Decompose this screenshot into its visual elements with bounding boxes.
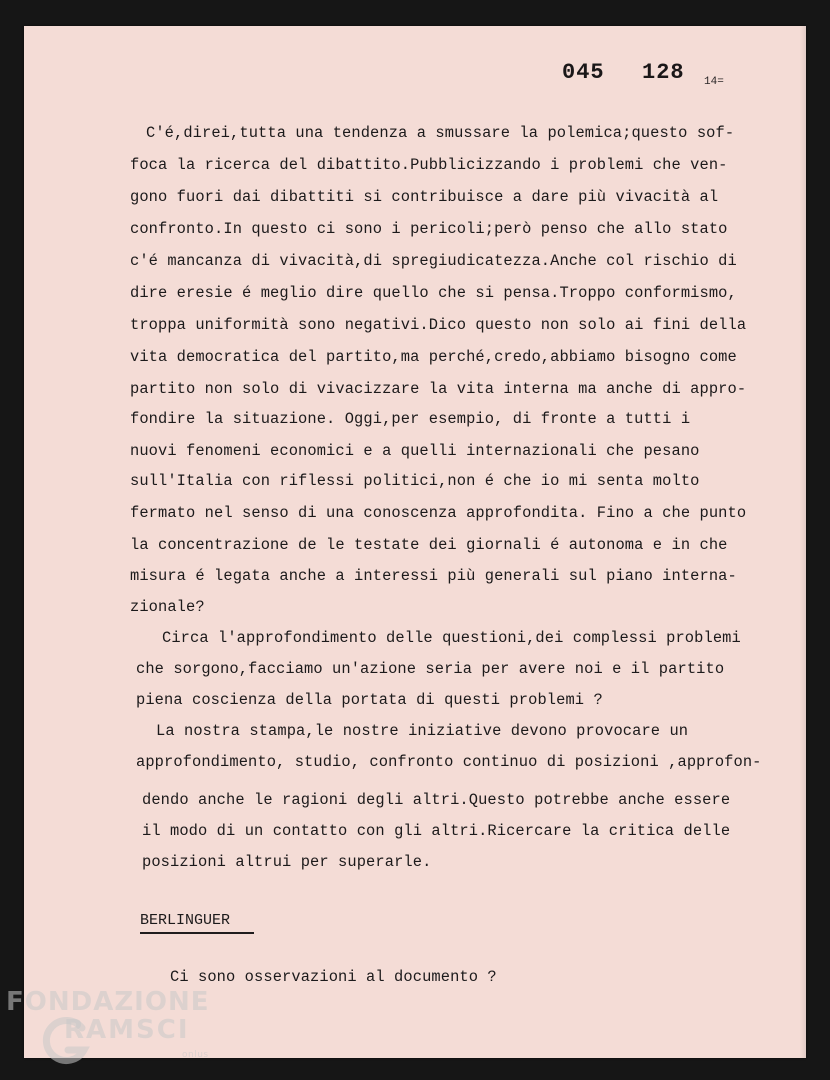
- text-line: Circa l'approfondimento delle questioni,dei complessi problemi: [162, 629, 741, 647]
- text-line: sull'Italia con riflessi politici,non é che io mi senta molto: [130, 472, 700, 490]
- text-line: fondire la situazione. Oggi,per esempio, di fronte a tutti i: [130, 410, 691, 428]
- text-line: zionale?: [130, 598, 205, 616]
- watermark-line1: FONDAZIONE: [6, 987, 210, 1017]
- watermark-line2: RAMSCI: [64, 1015, 190, 1045]
- text-line: gono fuori dai dibattiti si contribuisce a dare più vivacità al: [130, 188, 719, 206]
- speaker-underline: [140, 932, 254, 934]
- text-line: nuovi fenomeni economici e a quelli internazionali che pesano: [130, 442, 700, 460]
- text-line: posizioni altrui per superarle.: [142, 853, 432, 871]
- archive-number-a: 045: [562, 60, 605, 85]
- text-line: La nostra stampa,le nostre iniziative devono provocare un: [156, 722, 689, 740]
- paper-edge: [800, 26, 806, 1058]
- watermark-onlus: onlus: [182, 1050, 209, 1060]
- text-line: dendo anche le ragioni degli altri.Questo potrebbe anche essere: [142, 791, 731, 809]
- text-line: partito non solo di vivacizzare la vita interna ma anche di appro-: [130, 380, 747, 398]
- text-line: foca la ricerca del dibattito.Pubblicizzando i problemi che ven-: [130, 156, 728, 174]
- text-line: misura é legata anche a interessi più generali sul piano interna-: [130, 567, 737, 585]
- text-line: dire eresie é meglio dire quello che si pensa.Troppo conformismo,: [130, 284, 737, 302]
- text-line: piena coscienza della portata di questi problemi ?: [136, 691, 603, 709]
- text-line: la concentrazione de le testate dei giornali é autonoma e in che: [130, 536, 728, 554]
- speaker-name: BERLINGUER: [140, 912, 231, 929]
- page-suffix: 14=: [704, 76, 724, 88]
- text-line: troppa uniformità sono negativi.Dico questo non solo ai fini della: [130, 316, 747, 334]
- text-line: che sorgono,facciamo un'azione seria per avere noi e il partito: [136, 660, 725, 678]
- text-line: fermato nel senso di una conoscenza approfondita. Fino a che punto: [130, 504, 747, 522]
- speaker-question: Ci sono osservazioni al documento ?: [170, 968, 497, 986]
- archive-number-b: 128: [642, 60, 685, 85]
- text-line: confronto.In questo ci sono i pericoli;però penso che allo stato: [130, 220, 728, 238]
- text-line: vita democratica del partito,ma perché,credo,abbiamo bisogno come: [130, 348, 737, 366]
- text-line: C'é,direi,tutta una tendenza a smussare la polemica;questo sof-: [146, 124, 735, 142]
- text-line: c'é mancanza di vivacità,di spregiudicatezza.Anche col rischio di: [130, 252, 737, 270]
- text-line: il modo di un contatto con gli altri.Ricercare la critica delle: [142, 822, 731, 840]
- text-line: approfondimento, studio, confronto continuo di posizioni ,approfon-: [136, 753, 762, 771]
